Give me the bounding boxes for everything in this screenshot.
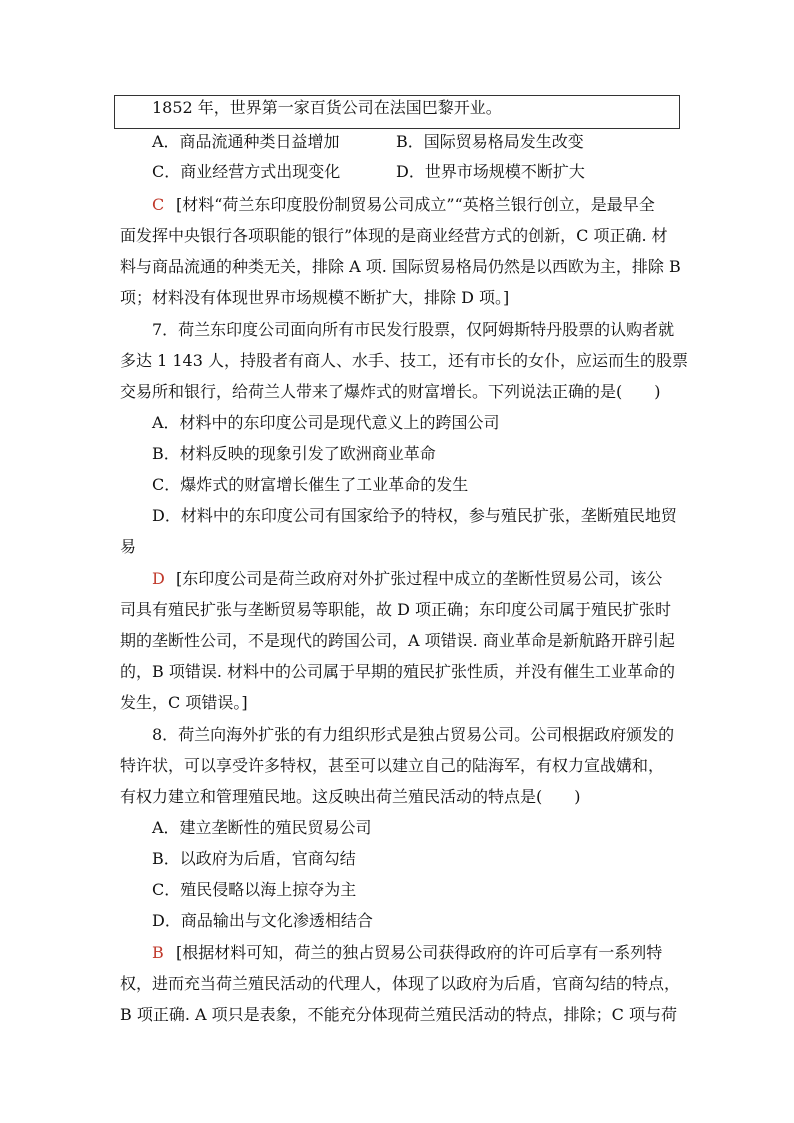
q7-answer-letter: D (152, 569, 165, 588)
q8-option-c: C．殖民侵略以海上掠夺为主 (152, 880, 357, 899)
q7-explanation-line-3: 期的垄断性公司，不是现代的跨国公司，A 项错误. 商业革命是新航路开辟引起 (120, 631, 675, 650)
q7-explanation-line-5: 发生，C 项错误。] (120, 693, 248, 712)
q7-option-b: B．材料反映的现象引发了欧洲商业革命 (152, 444, 436, 463)
q7-stem-line-2: 多达 1 143 人，持股者有商人、水手、技工，还有市长的女仆，应运而生的股票 (120, 351, 688, 370)
q8-stem-line-3: 有权力建立和管理殖民地。这反映出荷兰殖民活动的特点是( ) (120, 787, 581, 806)
material-text: 1852 年，世界第一家百货公司在法国巴黎开业。 (152, 98, 502, 117)
q8-option-d: D．商品输出与文化渗透相结合 (152, 911, 373, 930)
q8-stem-line-2: 特许状，可以享受许多特权，甚至可以建立自己的陆海军，有权力宣战媾和， (120, 756, 665, 775)
q7-stem-line-1: 7．荷兰东印度公司面向所有市民发行股票，仅阿姆斯特丹股票的认购者就 (152, 320, 675, 339)
q7-stem-line-3: 交易所和银行，给荷兰人带来了爆炸式的财富增长。下列说法正确的是( ) (120, 382, 661, 401)
q7-option-a: A．材料中的东印度公司是现代意义上的跨国公司 (152, 413, 500, 432)
q8-stem-line-1: 8．荷兰向海外扩张的有力组织形式是独占贸易公司。公司根据政府颁发的 (152, 725, 675, 744)
q8-explanation-line-2: 权，进而充当荷兰殖民活动的代理人，体现了以政府为后盾，官商勾结的特点， (120, 974, 681, 993)
q6-option-c: C．商业经营方式出现变化 (152, 162, 341, 181)
q8-explanation-line-1: [根据材料可知，荷兰的独占贸易公司获得政府的许可后享有一系列特 (176, 943, 663, 962)
q8-explanation-line-3: B 项正确. A 项只是表象，不能充分体现荷兰殖民活动的特点，排除；C 项与荷 (120, 1005, 677, 1024)
q6-option-a: A．商品流通种类日益增加 (152, 132, 340, 151)
q6-option-b: B．国际贸易格局发生改变 (396, 132, 584, 151)
q7-option-d-line-2: 易 (120, 537, 137, 556)
q7-option-c: C．爆炸式的财富增长催生了工业革命的发生 (152, 475, 469, 494)
q6-answer-letter: C (152, 195, 165, 214)
q6-explanation-line-3: 料与商品流通的种类无关，排除 A 项. 国际贸易格局仍然是以西欧为主，排除 B (120, 257, 681, 276)
q6-explanation-line-4: 项；材料没有体现世界市场规模不断扩大，排除 D 项。] (120, 288, 510, 307)
q7-option-d-line-1: D．材料中的东印度公司有国家给予的特权，参与殖民扩张，垄断殖民地贸 (152, 506, 677, 525)
q6-explanation-line-1: [材料“荷兰东印度股份制贸易公司成立”“英格兰银行创立，是最早全 (176, 195, 655, 214)
q8-option-b: B．以政府为后盾，官商勾结 (152, 849, 356, 868)
q8-answer-letter: B (152, 943, 164, 962)
q7-explanation-line-2: 司具有殖民扩张与垄断贸易等职能，故 D 项正确；东印度公司属于殖民扩张时 (120, 600, 672, 619)
q6-option-d: D．世界市场规模不断扩大 (396, 162, 585, 181)
q7-explanation-line-1: [东印度公司是荷兰政府对外扩张过程中成立的垄断性贸易公司，该公 (176, 569, 663, 588)
q8-option-a: A．建立垄断性的殖民贸易公司 (152, 818, 372, 837)
q6-explanation-line-2: 面发挥中央银行各项职能的银行”体现的是商业经营方式的创新，C 项正确. 材 (120, 226, 668, 245)
q7-explanation-line-4: 的，B 项错误. 材料中的公司属于早期的殖民扩张性质，并没有催生工业革命的 (120, 662, 676, 681)
